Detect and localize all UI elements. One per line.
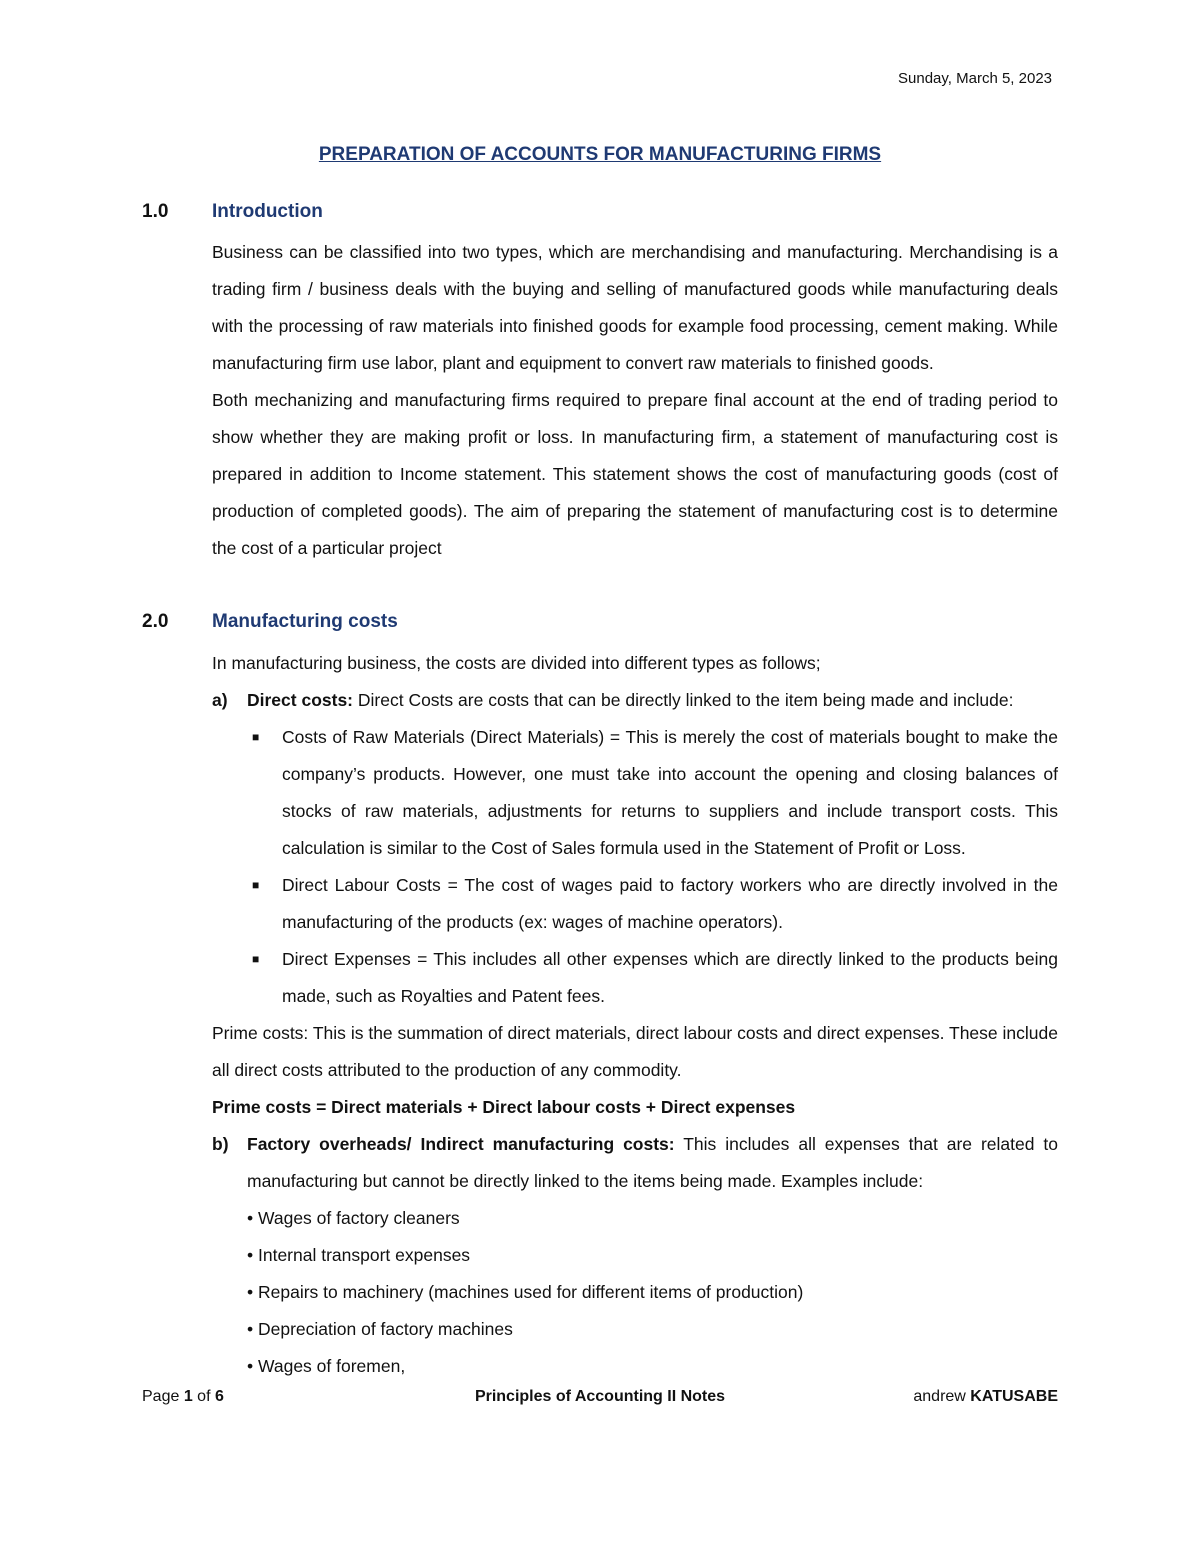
section-1-number: 1.0 — [142, 201, 169, 222]
square-bullet-icon: ■ — [252, 878, 260, 892]
factory-overheads-label: Factory overheads/ Indirect manufacturing costs: — [247, 1134, 675, 1154]
bullet-raw-materials — [212, 719, 1058, 867]
prime-costs-paragraph: Prime costs: This is the summation of direct materials, direct labour costs and direct expenses. These include all direct costs attributed to the production of any commodity. — [212, 1023, 1058, 1080]
example-item: • Repairs to machinery (machines used for different items of production) — [247, 1282, 804, 1302]
example-item: • Wages of factory cleaners — [247, 1208, 460, 1228]
item-b-marker: b) — [212, 1134, 229, 1154]
section-1-body — [212, 234, 1058, 567]
direct-costs-item — [212, 682, 1058, 719]
bullet-text: Costs of Raw Materials (Direct Materials) = This is merely the cost of materials bought to make the company’s products. However, one must take into account the opening and closing balances of stocks of raw materials, adjustments for returns to suppliers and include transport costs. This calculation is similar to the Cost of Sales formula used in the Statement of Profit or Loss. — [282, 727, 1058, 858]
direct-costs-text: Direct Costs are costs that can be directly linked to the item being made and include: — [353, 690, 1014, 710]
page-footer — [142, 1388, 1058, 1412]
direct-costs-label: Direct costs: — [247, 690, 354, 710]
factory-overheads-item — [212, 1126, 1058, 1200]
footer-author: andrew KATUSABE — [913, 1388, 1058, 1405]
item-a-marker: a) — [212, 690, 228, 710]
footer-course-title: Principles of Accounting II Notes — [474, 1388, 726, 1405]
intro-paragraph-1: Business can be classified into two types, which are merchandising and manufacturing. Merchandising is a trading firm / business deals with the buying and selling of manufactured goods while manufacturing deals with the processing of raw materials into finished goods for example food processing, cement making. While manufacturing firm use labor, plant and equipment to convert raw materials to finished goods. — [212, 242, 1058, 373]
bullet-text: Direct Labour Costs = The cost of wages paid to factory workers who are directly involved in the manufacturing of the products (ex: wages of machine operators). — [282, 875, 1058, 932]
square-bullet-icon: ■ — [252, 730, 260, 744]
bullet-direct-labour — [212, 867, 1058, 941]
section-2-body — [212, 645, 1058, 1385]
header-date: Sunday, March 5, 2023 — [898, 70, 1052, 87]
section-2-title: Manufacturing costs — [212, 611, 398, 632]
example-item: • Internal transport expenses — [247, 1245, 471, 1265]
section-1-title: Introduction — [212, 201, 323, 222]
bullet-text: Direct Expenses = This includes all other expenses which are directly linked to the products being made, such as Royalties and Patent fees. — [282, 949, 1058, 1006]
document-title: PREPARATION OF ACCOUNTS FOR MANUFACTURING FIRMS — [318, 144, 882, 165]
costs-intro: In manufacturing business, the costs are divided into different types as follows; — [212, 653, 821, 673]
intro-paragraph-2: Both mechanizing and manufacturing firms required to prepare final account at the end of trading period to show whether they are making profit or loss. In manufacturing firm, a statement of manufacturing cost is prepared in addition to Income statement. This statement shows the cost of manufacturing goods (cost of production of completed goods). The aim of preparing the statement of manufacturing cost is to determine the cost of a particular project — [212, 390, 1058, 558]
factory-overheads-text: This includes all expenses that are related to manufacturing but cannot be directly linked to the items being made. Examples include: — [247, 1134, 1059, 1191]
square-bullet-icon: ■ — [252, 952, 260, 966]
example-item: • Depreciation of factory machines — [247, 1319, 513, 1339]
section-2-heading — [142, 611, 398, 633]
bullet-direct-expenses — [212, 941, 1058, 1015]
section-1-heading — [142, 201, 323, 223]
example-item: • Wages of foremen, — [247, 1356, 406, 1376]
section-2-number: 2.0 — [142, 611, 169, 632]
page-number: Page 1 of 6 — [142, 1388, 224, 1405]
prime-costs-formula: Prime costs = Direct materials + Direct labour costs + Direct expenses — [212, 1097, 796, 1117]
